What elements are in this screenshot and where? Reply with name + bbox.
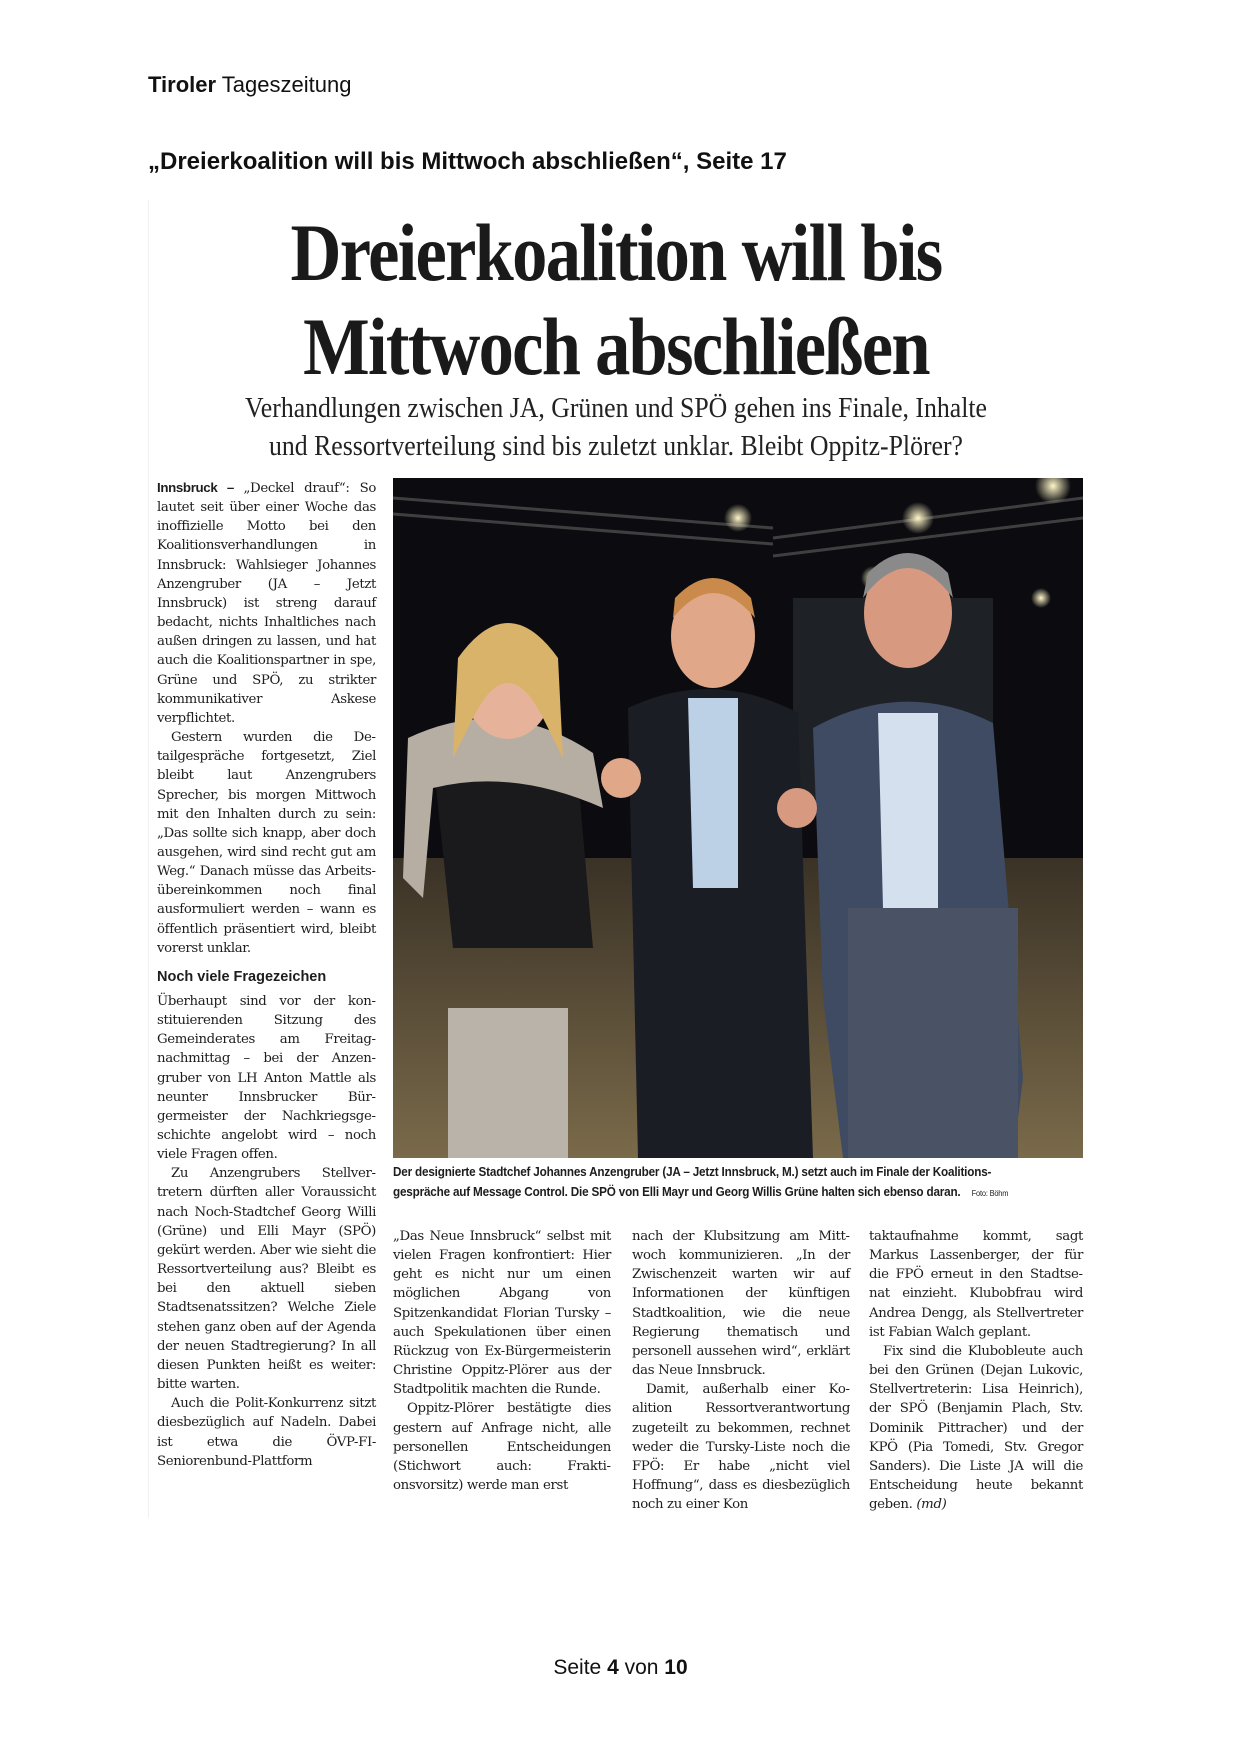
paragraph: Zu Anzengrubers Stellvertretern dürften aller Voraussicht nach Noch-Stadtchef Georg Willi (Grüne) und Elli Mayr (SPÖ) gekürt werden. Aber wie sieht die Ressortverteilung aus? Bleibt es bei den aktuell sieben Stadtsenatssitzen? Welche Ziele stehen ganz oben auf der Agenda der neuen Stadtregierung? In all diesen Punkten heißt es weiter: bitte warten. [157,1166,376,1393]
headline [214,206,1017,394]
text-column-3 [632,1227,850,1514]
text-column-4 [869,1227,1083,1514]
paragraph: „Das Neue Innsbruck“ selbst mit vielen Fragen konfrontiert: Hier geht es nicht nur um einen möglichen Abgang von Spitzenkandidat Florian Tursky – auch Spekulationen über einen Rückzug von Ex-Bürgermeisterin Christine Oppitz-Plörer aus der Stadtpolitik machten die Runde. [393,1229,611,1398]
publication-name-bold: Tiroler [148,72,217,97]
subheadline-line-2: und Ressortverteilung sind bis zuletzt unklar. Bleibt Oppitz-Plörer? [269,431,963,462]
article-photo [393,478,1083,1158]
paragraph-text: „Deckel drauf“: So lautet seit über einer Woche das inoffizielle Motto bei den Koalitionsverhandlungen in Innsbruck: Wahlsieger Johannes Anzengruber (JA – Jetzt Innsbruck) ist streng darauf bedacht, nichts Inhaltliches nach außen dringen zu lassen, und hat auch die Koalitionspartner in spe, Grüne und SPÖ, zu strikter kommunikativer Askese verpflichtet. [157,481,376,726]
paragraph: taktaufnahme kommt, sagt Markus Lassenberger, der für die FPÖ erneut in den Stadtsenat einzieht. Klubobfrau wird Andrea Dengg, als Stellvertreter ist Fabian Walch geplant. [869,1229,1083,1340]
caption-line-2 [393,1182,1035,1204]
article-reference: „Dreierkoalition will bis Mittwoch abschließen“, Seite 17 [148,148,787,175]
paragraph-text: Fix sind die Klubobleute auch bei den Grünen (Dejan Lukovic, Stellvertreterin: Lisa Heinrich), der SPÖ (Benjamin Plach, Stv. Dominik Pittracher) und der KPÖ (Pia Tomedi, Stv. Gregor Sanders). Die Liste JA will die Entscheidung heute bekannt geben. [869,1343,1083,1513]
paragraph: Überhaupt sind vor der konstituierenden Sitzung des Gemeinderates am Freitagnachmittag – bei der Anzengruber von LH Anton Mattle als neunter Innsbrucker Bürgermeister der Nachkriegsgeschichte angelobt wird – noch viele Fragen offen. [157,993,376,1163]
paragraph: Auch die Polit-Konkurrenz sitzt diesbezüglich auf Nadeln. Dabei ist etwa die ÖVP-FI-Seniorenbund-Plattform [157,1396,376,1469]
subheadline-line-1: Verhandlungen zwischen JA, Grünen und SPÖ gehen ins Finale, Inhalte [245,393,987,424]
author-signature: (md) [916,1497,947,1513]
page-indicator [0,1656,1241,1680]
page-of: von [624,1656,659,1679]
publication-name [148,72,351,98]
photo-credit: Foto: Böhm [971,1189,1009,1198]
headline-line-1: Dreierkoalition will bis [290,207,942,298]
page-prefix: Seite [553,1656,602,1679]
caption-line-1: Der designierte Stadtchef Johannes Anzengruber (JA – Jetzt Innsbruck, M.) setzt auch im Finale der Koalitions- [393,1165,992,1179]
paragraph: Damit, außerhalb einer Koalition Ressortverantwortung zugeteilt zu bekommen, rechnet weder die Tursky-Liste noch die FPÖ: Er habe „nicht viel Hoffnung“, dass es diesbezüglich noch zu einer Kon [632,1382,850,1513]
page-current: 4 [607,1656,619,1679]
paragraph [157,478,376,728]
newspaper-clipping [148,200,1083,1518]
page-total: 10 [664,1656,688,1679]
paragraph: nach der Klubsitzung am Mittwoch kommunizieren. „In der Zwischenzeit warten wir auf Informationen der künftigen Stadtkoalition, wie die neue Regierung thematisch und personell aussehen wird“, erklärt das Neue Innsbruck. [632,1229,850,1379]
publication-name-regular: Tageszeitung [221,72,352,97]
paragraph: Gestern wurden die Detailgespräche fortgesetzt, Ziel bleibt laut Anzengrubers Sprecher, bis morgen Mittwoch mit den Inhalten durch zu sein: „Das sollte sich knapp, aber doch ausgehen, wird sind recht gut am Weg.“ Danach müsse das Arbeitsübereinkommen noch final ausformuliert werden – wann es öffentlich präsentiert wird, bleibt vorerst unklar. [157,730,376,956]
headline-line-2: Mittwoch abschließen [303,301,929,392]
photo-caption [393,1162,1035,1204]
photo-three-politicians-on-stage [393,478,1083,1158]
text-column-2 [393,1227,611,1495]
text-column-1 [157,478,376,1471]
dateline: Innsbruck – [157,480,244,495]
paragraph [869,1342,1083,1514]
subheading: Noch viele Fragezeichen [157,968,327,985]
caption-line-2-text: gespräche auf Message Control. Die SPÖ von Elli Mayr und Georg Willis Grüne halten sich ebenso daran. [393,1185,961,1199]
paragraph: Oppitz-Plörer bestätigte dies gestern auf Anfrage nicht, alle personellen Entscheidungen (Stichwort auch: Fraktionsvorsitz) werde man erst [393,1401,611,1494]
subheadline [186,390,1045,466]
